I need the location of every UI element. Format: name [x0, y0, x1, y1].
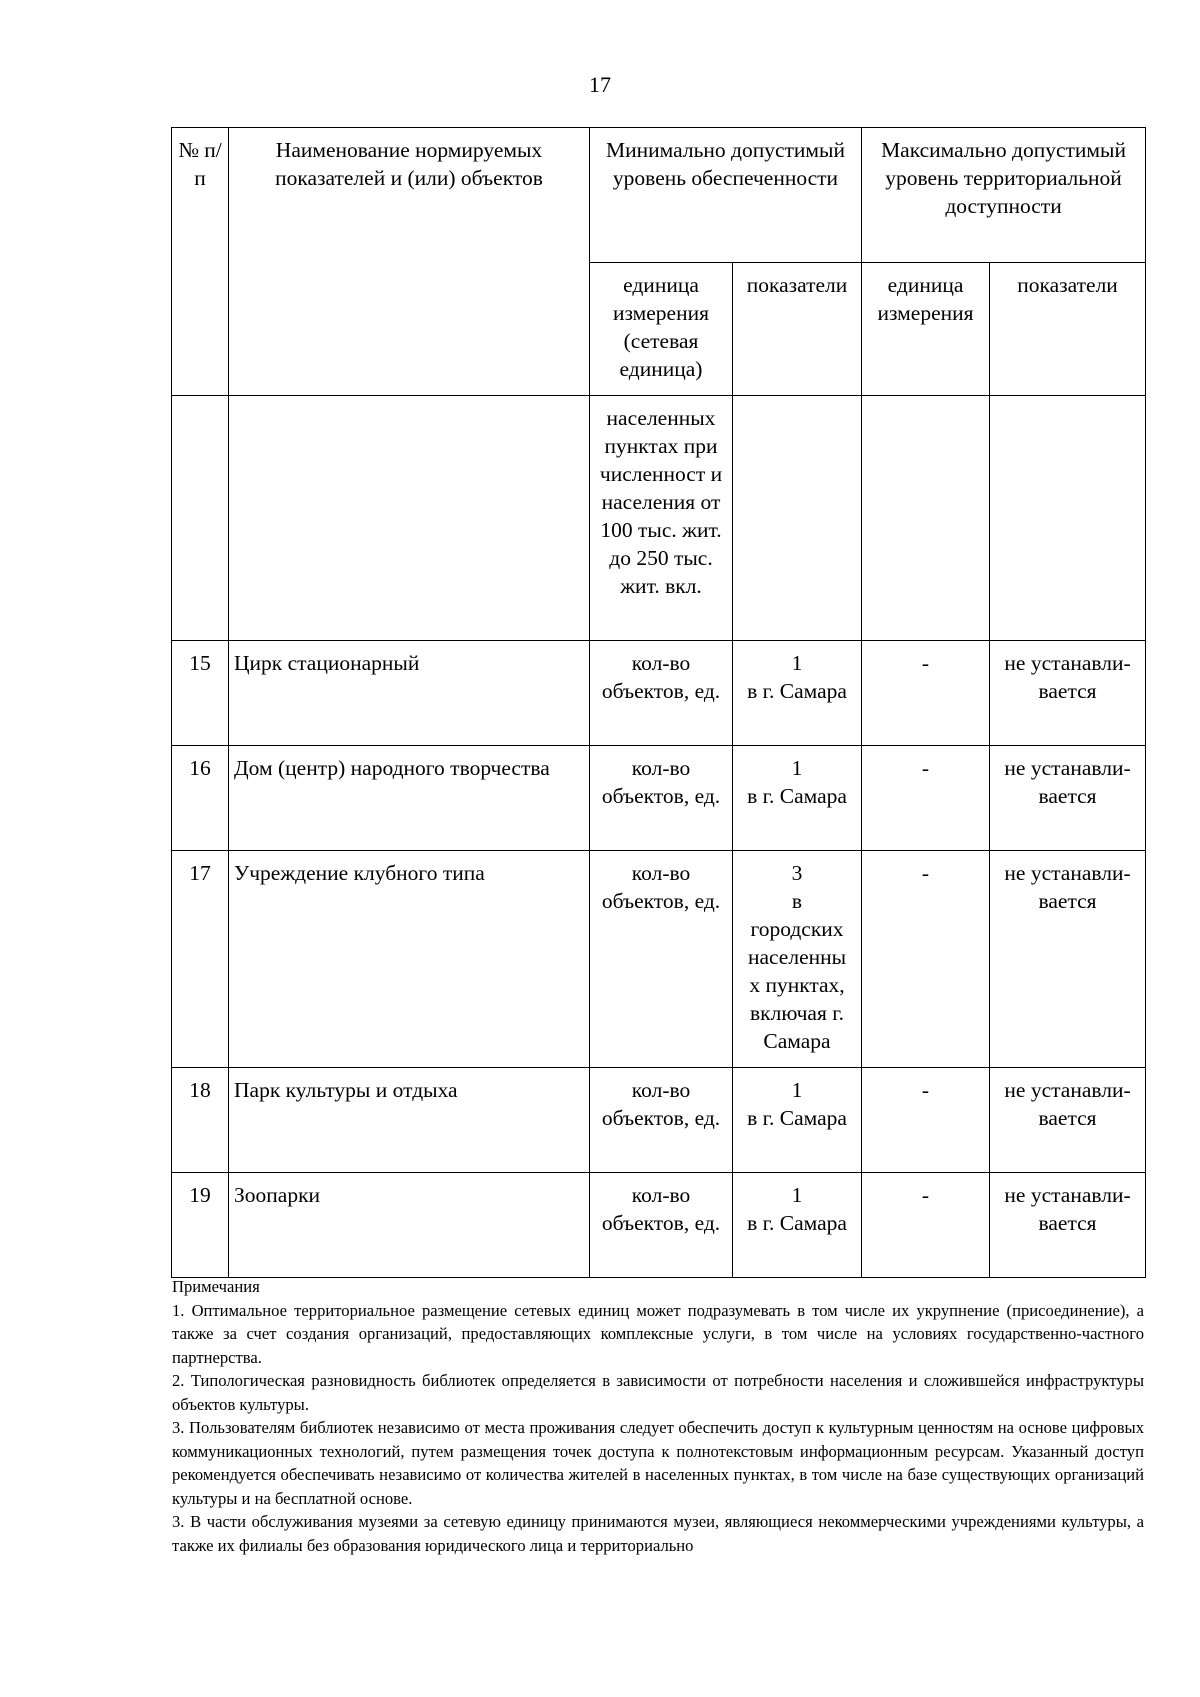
note-item: 3. В части обслуживания музеями за сетевую единицу принимаются музеи, являющиеся некоммерческими учреждениями культуры, а также их филиалы без образования юридического лица и территориально — [172, 1512, 1144, 1555]
cell-max-unit: - — [862, 851, 990, 1068]
cell-max-value: не устанавли- вается — [990, 746, 1146, 851]
cell-num: 15 — [172, 641, 229, 746]
cell-min-unit: кол-во объектов, ед. — [590, 641, 733, 746]
cell-name: Зоопарки — [229, 1173, 590, 1278]
cell-max-unit: - — [862, 1068, 990, 1173]
cell-name: Парк культуры и отдыха — [229, 1068, 590, 1173]
cell-min-value: 1 в г. Самара — [733, 1068, 862, 1173]
cell-min-unit: кол-во объектов, ед. — [590, 851, 733, 1068]
cell-min-value: 1 в г. Самара — [733, 746, 862, 851]
header-name: Наименование нормируемых показателей и (или) объектов — [229, 128, 590, 396]
cell-max-unit: - — [862, 1173, 990, 1278]
cell-num: 18 — [172, 1068, 229, 1173]
header-row-top — [172, 128, 1146, 263]
table-row-continuation — [172, 396, 1146, 641]
note-item: 2. Типологическая разновидность библиотек определяется в зависимости от потребности населения и сложившейся инфраструктуры объектов культуры. — [172, 1371, 1144, 1414]
cell-max-value: не устанавли- вается — [990, 641, 1146, 746]
table-row — [172, 1068, 1146, 1173]
cell-max-value: не устанавли- вается — [990, 1173, 1146, 1278]
cell-min-unit: кол-во объектов, ед. — [590, 1173, 733, 1278]
cell-min-unit: населенных пунктах при численност и населения от 100 тыс. жит. до 250 тыс. жит. вкл. — [590, 396, 733, 641]
cell-max-value: не устанавли- вается — [990, 1068, 1146, 1173]
cell-name — [229, 396, 590, 641]
header-max-group: Максимально допустимый уровень территориальной доступности — [862, 128, 1146, 263]
header-min-value: показатели — [733, 263, 862, 396]
notes-title: Примечания — [172, 1277, 260, 1296]
page-number: 17 — [589, 72, 611, 97]
notes-section — [172, 1275, 1144, 1557]
note-item: 1. Оптимальное территориальное размещение сетевых единиц может подразумевать в том числе их укрупнение (присоединение), а также за счет создания организаций, предоставляющих комплексные услуги, в том числе на условиях государственно-частного партнерства. — [172, 1300, 1144, 1367]
table-row — [172, 851, 1146, 1068]
cell-max-value — [990, 396, 1146, 641]
cell-num — [172, 396, 229, 641]
cell-max-unit — [862, 396, 990, 641]
header-min-unit: единица измерения (сетевая единица) — [590, 263, 733, 396]
note-item: 3. Пользователям библиотек независимо от места проживания следует обеспечить доступ к культурным ценностям на основе цифровых коммуникационных технологий, путем размещения точек доступа к полнотекстовым информационным ресурсам. Указанный доступ рекомендуется обеспечивать независимо от количества жителей в населенных пунктах, в том числе на базе существующих организаций культуры и на бесплатной основе. — [172, 1418, 1144, 1508]
cell-max-value: не устанавли- вается — [990, 851, 1146, 1068]
header-min-group: Минимально допустимый уровень обеспеченности — [590, 128, 862, 263]
cell-min-value: 1 в г. Самара — [733, 1173, 862, 1278]
cell-num: 19 — [172, 1173, 229, 1278]
cell-min-unit: кол-во объектов, ед. — [590, 1068, 733, 1173]
header-max-value: показатели — [990, 263, 1146, 396]
table-row — [172, 641, 1146, 746]
cell-max-unit: - — [862, 746, 990, 851]
cell-min-unit: кол-во объектов, ед. — [590, 746, 733, 851]
cell-name: Дом (центр) народного творчества — [229, 746, 590, 851]
header-max-unit: единица измерения — [862, 263, 990, 396]
cell-min-value: 1 в г. Самара — [733, 641, 862, 746]
table-row — [172, 1173, 1146, 1278]
cell-name: Цирк стационарный — [229, 641, 590, 746]
cell-num: 16 — [172, 746, 229, 851]
cell-num: 17 — [172, 851, 229, 1068]
table-row — [172, 746, 1146, 851]
header-num: № п/п — [172, 128, 229, 396]
norms-table — [171, 127, 1146, 1278]
cell-name: Учреждение клубного типа — [229, 851, 590, 1068]
cell-max-unit: - — [862, 641, 990, 746]
cell-min-value — [733, 396, 862, 641]
cell-min-value: 3 в городских населенны х пунктах, включая г. Самара — [733, 851, 862, 1068]
